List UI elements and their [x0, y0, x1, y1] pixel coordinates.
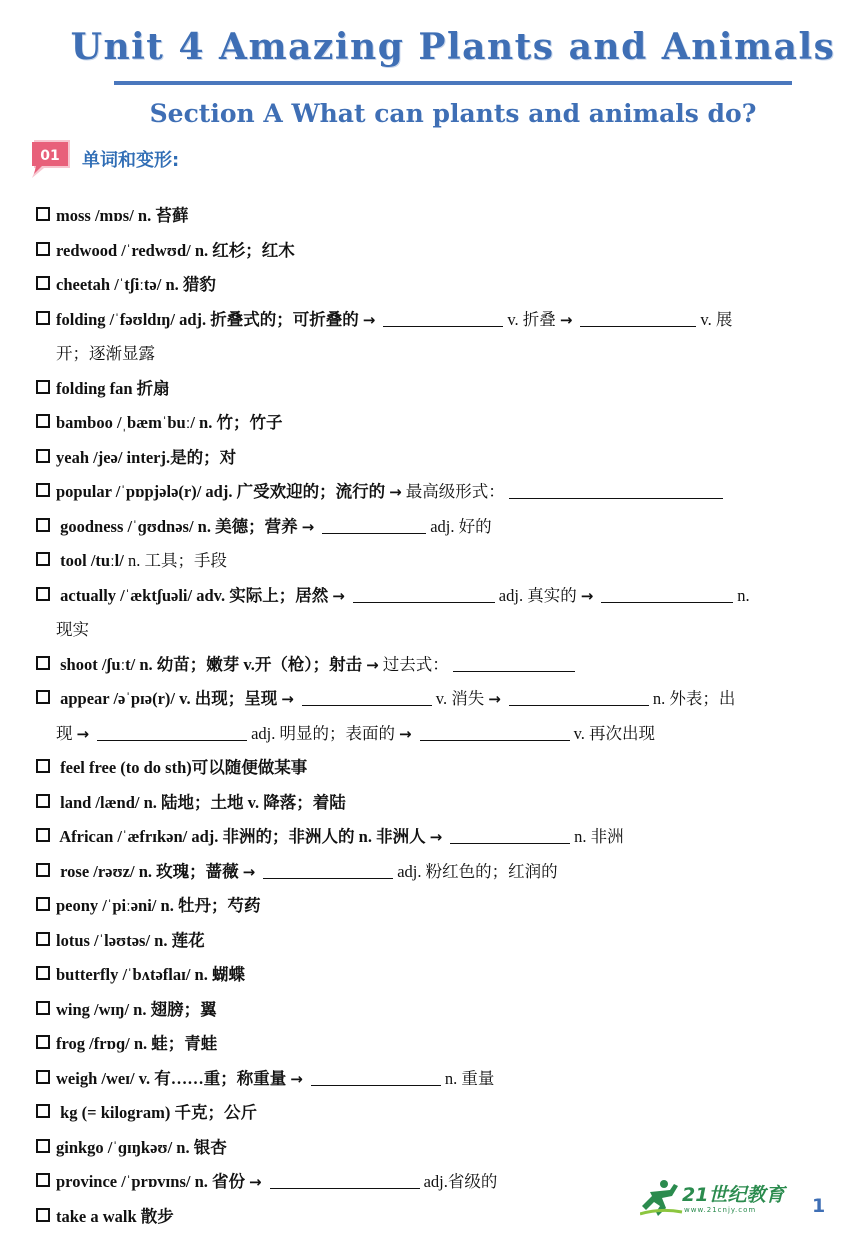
vocab-entry-appear [36, 682, 828, 717]
vocab-entry-continuation [36, 717, 828, 752]
title-underline [114, 81, 792, 85]
entry-text: 开；逐渐显露 [56, 344, 155, 363]
entry-text: moss /mɒs/ n. 苔藓 [56, 206, 189, 225]
vocab-entry-popular [36, 475, 828, 510]
vocab-entry-lotus [36, 924, 828, 959]
entry-text: take a walk 散步 [56, 1206, 174, 1226]
arrow-right-icon: → [399, 724, 412, 743]
vocab-entry-butterfly [36, 958, 828, 993]
fill-in-blank[interactable] [420, 724, 570, 741]
arrow-right-icon: → [488, 690, 501, 708]
checkbox-icon[interactable] [36, 414, 50, 428]
entry-text: folding /ˈfəʊldɪŋ/ adj. 折叠式的；可折叠的 [56, 309, 359, 329]
fill-in-blank[interactable] [322, 517, 426, 534]
fill-in-blank[interactable] [509, 482, 723, 499]
document-title: Unit 4 Amazing Plants and Animals [70, 26, 836, 68]
vocab-entry-african [36, 820, 828, 855]
entry-text: v. 消失 [435, 689, 485, 708]
checkbox-icon[interactable] [36, 1104, 50, 1118]
arrow-right-icon: → [281, 690, 294, 708]
entry-text: folding fan 折扇 [56, 378, 170, 398]
fill-in-blank[interactable] [383, 310, 503, 327]
page-number: 1 [812, 1195, 826, 1217]
entry-text: butterfly /ˈbʌtəflaɪ/ n. 蝴蝶 [56, 965, 245, 984]
checkbox-icon[interactable] [36, 1208, 50, 1222]
vocab-entry-ginkgo [36, 1131, 828, 1166]
checkbox-icon[interactable] [36, 587, 50, 601]
checkbox-icon[interactable] [36, 1139, 50, 1153]
fill-in-blank[interactable] [580, 310, 696, 327]
vocab-entry-wing [36, 993, 828, 1028]
checkbox-icon[interactable] [36, 380, 50, 394]
entry-text: v. 折叠 [507, 309, 556, 329]
checkbox-icon[interactable] [36, 932, 50, 946]
entry-text: African /ˈæfrɪkən/ adj. 非洲的；非洲人的 n. 非洲人 [56, 827, 426, 846]
vocab-entry-land [36, 786, 828, 821]
checkbox-icon[interactable] [36, 207, 50, 221]
arrow-right-icon: → [559, 310, 573, 329]
entry-text: bamboo /ˌbæmˈbuː/ n. 竹；竹子 [56, 413, 283, 432]
checkbox-icon[interactable] [36, 276, 50, 290]
entry-text: adj. 粉红色的；红润的 [397, 861, 558, 881]
entry-text: appear /əˈpɪə(r)/ v. 出现；呈现 [56, 689, 278, 708]
entry-text: yeah /jeə/ interj.是的；对 [56, 447, 237, 467]
runner-logo-icon [640, 1178, 684, 1218]
section-badge-icon [30, 138, 72, 178]
arrow-right-icon: → [76, 724, 90, 743]
entry-text: 最高级形式： [405, 482, 505, 501]
entry-text: v. 再次出现 [573, 723, 656, 743]
checkbox-icon[interactable] [36, 518, 50, 532]
vocab-entry-feel-free [36, 751, 828, 786]
checkbox-icon[interactable] [36, 863, 50, 877]
fill-in-blank[interactable] [453, 655, 575, 672]
logo-url: www.21cnjy.com [684, 1206, 757, 1214]
checkbox-icon[interactable] [36, 552, 50, 566]
fill-in-blank[interactable] [353, 586, 495, 603]
arrow-right-icon: → [301, 517, 315, 536]
entry-text: n. 工具；手段 [123, 551, 227, 570]
arrow-right-icon: → [580, 586, 594, 605]
entry-text: ginkgo /ˈɡɪŋkəʊ/ n. 银杏 [56, 1137, 227, 1157]
checkbox-icon[interactable] [36, 828, 50, 842]
vocab-entry-moss [36, 199, 828, 234]
entry-text: kg (= kilogram) 千克；公斤 [56, 1103, 257, 1122]
fill-in-blank[interactable] [311, 1069, 441, 1086]
entry-text: 现 [56, 723, 73, 743]
vocab-entry-rose [36, 855, 828, 890]
entry-text: peony /ˈpiːəni/ n. 牡丹；芍药 [56, 896, 261, 915]
entry-text: lotus /ˈləʊtəs/ n. 莲花 [56, 930, 205, 950]
fill-in-blank[interactable] [97, 724, 247, 741]
checkbox-icon[interactable] [36, 1035, 50, 1049]
checkbox-icon[interactable] [36, 690, 50, 704]
vocab-entry-redwood [36, 234, 828, 269]
arrow-right-icon: → [332, 586, 345, 605]
entry-text: goodness /ˈɡʊdnəs/ n. 美德；营养 [56, 516, 298, 536]
vocab-entry-kg [36, 1096, 828, 1131]
fill-in-blank[interactable] [601, 586, 733, 603]
vocab-entry-tool [36, 544, 828, 579]
fill-in-blank[interactable] [270, 1172, 420, 1189]
vocab-entry-continuation [36, 613, 828, 648]
entry-text: wing /wɪŋ/ n. 翅膀；翼 [56, 999, 217, 1019]
entry-text: shoot /ʃuːt/ n. 幼苗；嫩芽 v.开（枪）；射击 [56, 654, 363, 674]
checkbox-icon[interactable] [36, 483, 50, 497]
vocab-entry-bamboo [36, 406, 828, 441]
vocab-entry-folding [36, 303, 828, 338]
entry-text: actually /ˈæktʃuəli/ adv. 实际上；居然 [56, 585, 329, 605]
entry-text: cheetah /ˈtʃiːtə/ n. 猎豹 [56, 275, 216, 294]
checkbox-icon[interactable] [36, 1173, 50, 1187]
entry-text: feel free (to do sth)可以随便做某事 [56, 758, 308, 777]
entry-text: weigh /weɪ/ v. 有……重；称重量 [56, 1068, 287, 1088]
arrow-right-icon: → [249, 1173, 262, 1191]
entry-text: n. 外表；出 [652, 689, 736, 708]
entry-text: tool /tuːl/ [56, 551, 124, 570]
entry-text: land /lænd/ n. 陆地；土地 v. 降落；着陆 [56, 792, 346, 812]
checkbox-icon[interactable] [36, 656, 50, 670]
vocab-entry-yeah [36, 441, 828, 476]
checkbox-icon[interactable] [36, 242, 50, 256]
vocab-entry-folding-fan [36, 372, 828, 407]
entry-text: n. 非洲 [574, 827, 624, 846]
arrow-right-icon: → [429, 828, 443, 846]
vocab-entry-shoot [36, 648, 828, 683]
vocab-entry-cheetah [36, 268, 828, 303]
entry-text: adj. 真实的 [498, 585, 577, 605]
checkbox-icon[interactable] [36, 311, 50, 325]
fill-in-blank[interactable] [263, 862, 393, 879]
section-title: 单词和变形: [82, 150, 180, 171]
site-logo [640, 1176, 800, 1220]
arrow-right-icon: → [362, 310, 376, 329]
vocab-entry-frog [36, 1027, 828, 1062]
checkbox-icon[interactable] [36, 794, 50, 808]
checkbox-icon[interactable] [36, 897, 50, 911]
section-badge-number: 01 [40, 148, 60, 164]
entry-text: province /ˈprɒvɪns/ n. 省份 [56, 1172, 246, 1191]
checkbox-icon[interactable] [36, 966, 50, 980]
entry-text: rose /rəʊz/ n. 玫瑰；蔷薇 [56, 861, 239, 881]
entry-text: frog /frɒɡ/ n. 蛙；青蛙 [56, 1034, 218, 1053]
section-subtitle: Section A What can plants and animals do? [149, 99, 757, 128]
entry-text: adj. 明显的；表面的 [251, 723, 395, 743]
entry-text: v. 展 [700, 309, 733, 329]
arrow-right-icon: → [290, 1069, 303, 1088]
fill-in-blank[interactable] [302, 689, 432, 706]
entry-text: adj. 好的 [430, 516, 492, 536]
fill-in-blank[interactable] [450, 827, 570, 844]
vocab-entry-continuation [36, 337, 828, 372]
entry-text: n. 重量 [444, 1068, 495, 1088]
entry-text: 现实 [56, 620, 89, 639]
checkbox-icon[interactable] [36, 1001, 50, 1015]
checkbox-icon[interactable] [36, 449, 50, 463]
entry-text: n. [737, 585, 750, 605]
checkbox-icon[interactable] [36, 1070, 50, 1084]
vocab-entry-weigh [36, 1062, 828, 1097]
vocabulary-list [36, 199, 828, 1234]
arrow-right-icon: → [389, 483, 402, 501]
entry-text: popular /ˈpɒpjələ(r)/ adj. 广受欢迎的；流行的 [56, 482, 386, 501]
checkbox-icon[interactable] [36, 759, 50, 773]
vocab-entry-actually [36, 579, 828, 614]
arrow-right-icon: → [242, 862, 256, 881]
logo-text: 21世纪教育 [682, 1184, 785, 1206]
fill-in-blank[interactable] [509, 689, 649, 706]
vocab-entry-goodness [36, 510, 828, 545]
vocab-entry-peony [36, 889, 828, 924]
entry-text: 过去式： [382, 654, 449, 674]
entry-text: redwood /ˈredwʊd/ n. 红杉；红木 [56, 240, 295, 260]
arrow-right-icon: → [366, 655, 379, 674]
entry-text: adj.省级的 [423, 1172, 498, 1191]
